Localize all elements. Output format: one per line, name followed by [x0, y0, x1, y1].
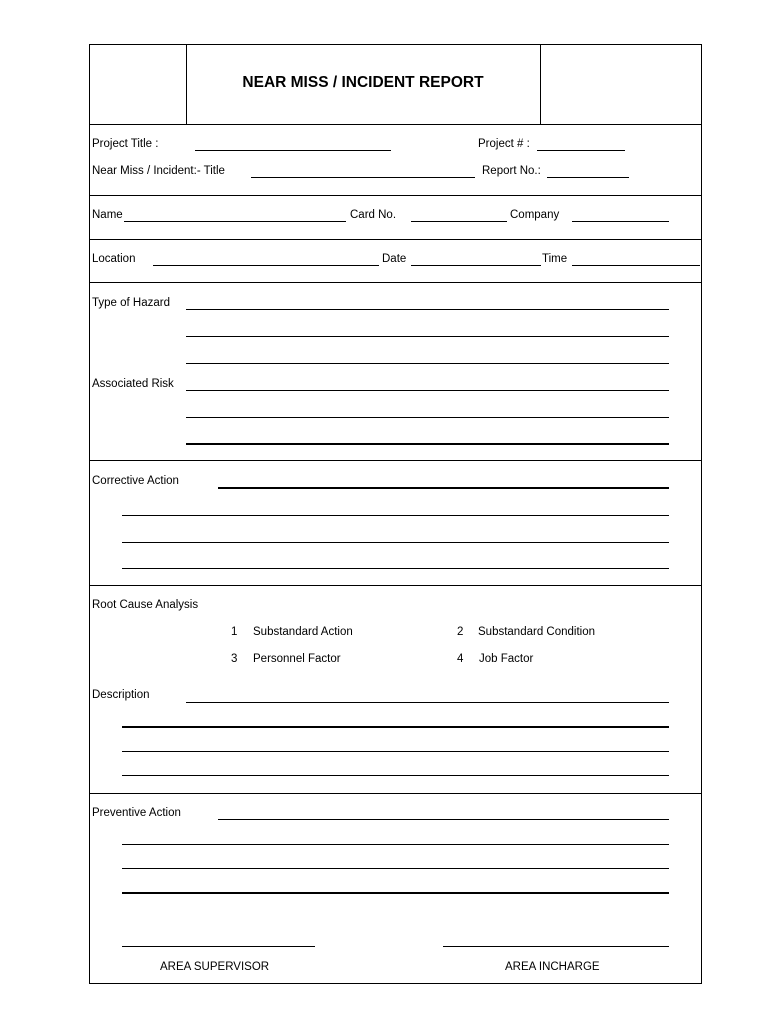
corrective-line[interactable] [122, 542, 669, 543]
preventive-action-label: Preventive Action [92, 807, 181, 819]
description-line[interactable] [186, 702, 669, 703]
project-title-field[interactable] [195, 150, 391, 151]
report-no-field[interactable] [547, 177, 629, 178]
section-divider [89, 460, 701, 461]
report-frame [89, 44, 702, 984]
date-field[interactable] [411, 265, 541, 266]
corrective-line[interactable] [122, 515, 669, 516]
description-label: Description [92, 689, 150, 701]
associated-risk-label: Associated Risk [92, 378, 174, 390]
description-line[interactable] [122, 726, 669, 728]
section-divider [89, 282, 701, 283]
option-number: 1 [231, 626, 238, 638]
location-label: Location [92, 253, 136, 265]
project-no-field[interactable] [537, 150, 625, 151]
section-divider [89, 239, 701, 240]
name-field[interactable] [124, 221, 346, 222]
option-substandard-condition: Substandard Condition [478, 626, 595, 638]
date-label: Date [382, 253, 407, 265]
section-divider [89, 195, 701, 196]
root-cause-label: Root Cause Analysis [92, 599, 199, 611]
supervisor-signature-line[interactable] [122, 946, 315, 947]
card-no-label: Card No. [350, 209, 397, 221]
incident-title-field[interactable] [251, 177, 475, 178]
page-title: NEAR MISS / INCIDENT REPORT [242, 74, 484, 91]
preventive-line[interactable] [122, 892, 669, 894]
incident-title-label: Near Miss / Incident:- Title [92, 165, 225, 177]
type-of-hazard-label: Type of Hazard [92, 297, 170, 309]
hazard-line[interactable] [186, 309, 669, 310]
option-personnel-factor: Personnel Factor [253, 653, 341, 665]
option-job-factor: Job Factor [479, 653, 534, 665]
company-field[interactable] [572, 221, 669, 222]
header-divider-left [186, 44, 187, 124]
project-title-label: Project Title : [92, 138, 159, 150]
name-label: Name [92, 209, 123, 221]
option-number: 4 [457, 653, 464, 665]
option-substandard-action: Substandard Action [253, 626, 353, 638]
card-no-field[interactable] [411, 221, 507, 222]
risk-line[interactable] [186, 417, 669, 418]
area-incharge-label: AREA INCHARGE [505, 961, 600, 973]
section-divider [89, 585, 701, 586]
section-divider [89, 124, 701, 125]
risk-line[interactable] [186, 443, 669, 445]
preventive-line[interactable] [122, 844, 669, 845]
project-no-label: Project # : [478, 138, 530, 150]
report-no-label: Report No.: [482, 165, 541, 177]
company-label: Company [510, 209, 560, 221]
description-line[interactable] [122, 751, 669, 752]
corrective-line[interactable] [122, 568, 669, 569]
description-line[interactable] [122, 775, 669, 776]
preventive-line[interactable] [218, 819, 669, 820]
section-divider [89, 793, 701, 794]
incharge-signature-line[interactable] [443, 946, 669, 947]
time-label: Time [542, 253, 568, 265]
header-divider-right [540, 44, 541, 124]
location-field[interactable] [153, 265, 379, 266]
corrective-line[interactable] [218, 487, 669, 489]
preventive-line[interactable] [122, 868, 669, 869]
option-number: 3 [231, 653, 238, 665]
hazard-line[interactable] [186, 336, 669, 337]
corrective-action-label: Corrective Action [92, 475, 179, 487]
risk-line[interactable] [186, 390, 669, 391]
option-number: 2 [457, 626, 464, 638]
hazard-line[interactable] [186, 363, 669, 364]
area-supervisor-label: AREA SUPERVISOR [160, 961, 270, 973]
time-field[interactable] [572, 265, 700, 266]
